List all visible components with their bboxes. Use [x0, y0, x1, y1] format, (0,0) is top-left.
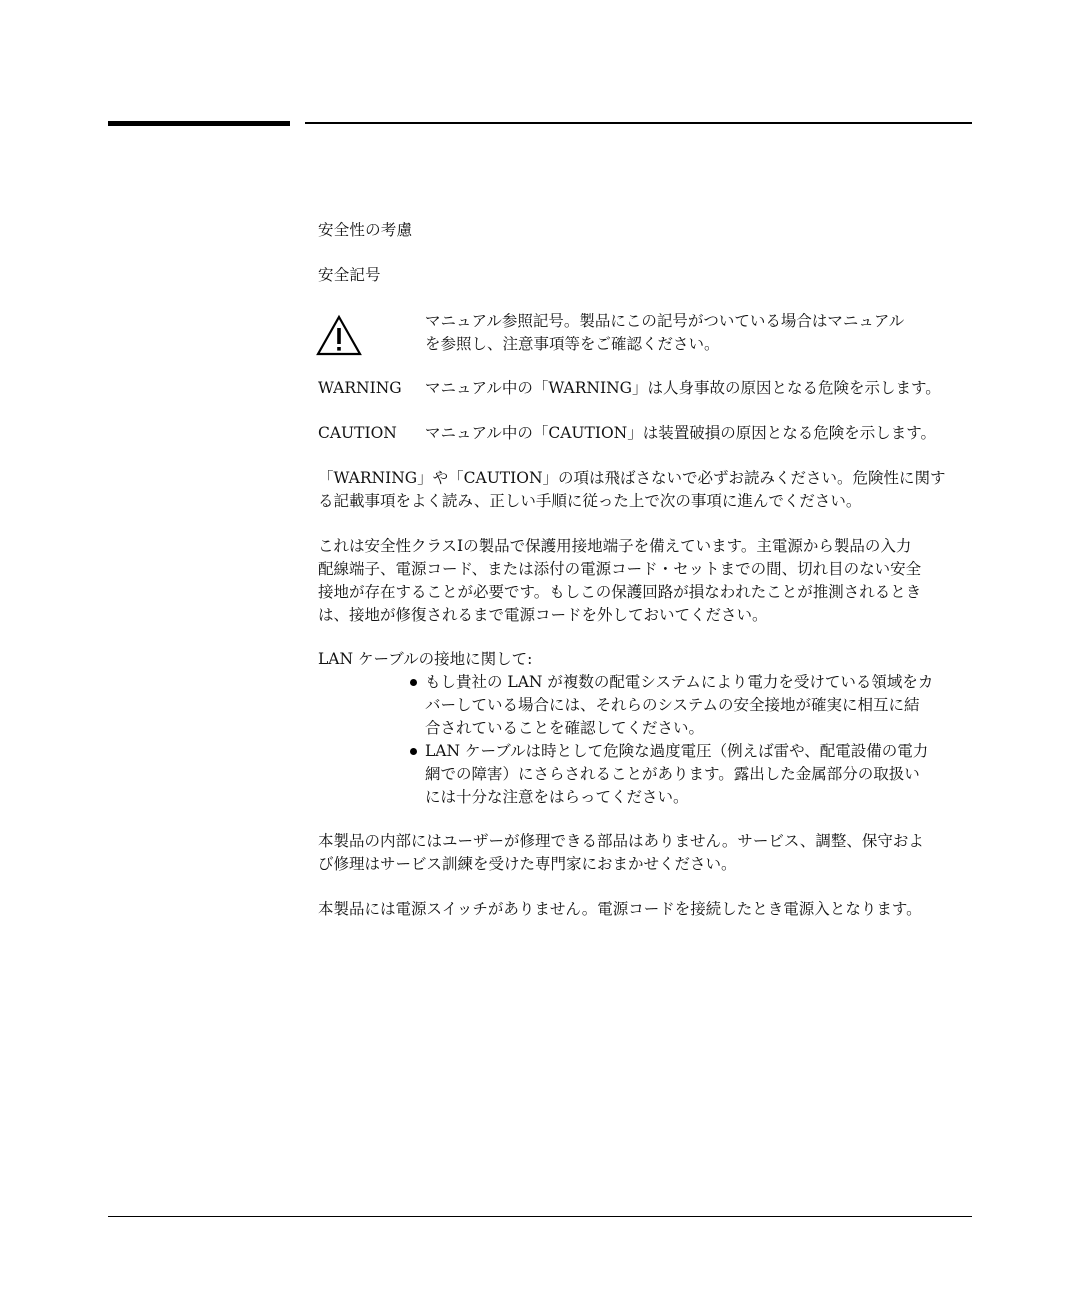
paragraph-line: 本製品の内部にはユーザーが修理できる部品はありません。サービス、調整、保守およ: [318, 832, 924, 850]
bullet-line: には十分な注意をはらってください。: [425, 788, 689, 806]
footer-rule: [108, 1216, 972, 1217]
manual-symbol-line: を参照し、注意事項等をご確認ください。: [425, 335, 720, 353]
class1-paragraph: [318, 535, 968, 627]
paragraph-line: る記載事項をよく読み、正しい手順に従った上で次の事項に進んでください。: [318, 492, 862, 510]
read-notice-paragraph: [318, 467, 968, 513]
bullet-line: LAN ケーブルは時として危険な過度電圧（例えば雷や、配電設備の電力: [425, 742, 929, 760]
caution-description: マニュアル中の「CAUTION」は装置破損の原因となる危険を示します。: [425, 424, 936, 442]
bullet-dot-icon: [410, 748, 417, 755]
warning-triangle-icon: [316, 314, 362, 356]
header-rule-thick: [108, 121, 290, 126]
list-item: [408, 740, 968, 809]
warning-description: マニュアル中の「WARNING」は人身事故の原因となる危険を示します。: [425, 379, 941, 397]
no-user-parts-paragraph: [318, 830, 968, 876]
bullet-line: 合されていることを確認してください。: [425, 719, 705, 737]
lan-bullet-list: [408, 671, 968, 809]
no-switch-paragraph: 本製品には電源スイッチがありません。電源コードを接続したとき電源入となります。: [318, 900, 922, 918]
paragraph-line: び修理はサービス訓練を受けた専門家におまかせください。: [318, 855, 737, 873]
lan-heading: LAN ケーブルの接地に関して:: [318, 650, 533, 668]
paragraph-line: 接地が存在することが必要です。もしこの保護回路が損なわれたことが推測されるとき: [318, 583, 922, 601]
bullet-line: バーしている場合には、それらのシステムの安全接地が確実に相互に結: [425, 696, 920, 714]
paragraph-line: これは安全性クラスIの製品で保護用接地端子を備えています。主電源から製品の入力: [318, 537, 912, 555]
section-title: 安全性の考慮: [318, 221, 413, 239]
manual-symbol-description: [425, 310, 904, 356]
paragraph-line: は、接地が修復されるまで電源コードを外しておいてください。: [318, 606, 768, 624]
bullet-dot-icon: [410, 679, 417, 686]
header-rule-thin: [305, 122, 972, 124]
list-item: [408, 671, 968, 740]
paragraph-line: 「WARNING」や「CAUTION」の項は飛ばさないで必ずお読みください。危険性に関す: [318, 469, 946, 487]
manual-symbol-line: マニュアル参照記号。製品にこの記号がついている場合はマニュアル: [425, 312, 905, 330]
caution-label: CAUTION: [318, 424, 397, 442]
section-subtitle: 安全記号: [318, 266, 381, 284]
paragraph-line: 配線端子、電源コード、または添付の電源コード・セットまでの間、切れ目のない安全: [318, 560, 922, 578]
bullet-line: もし貴社の LAN が複数の配電システムにより電力を受けている領域をカ: [425, 673, 934, 691]
bullet-line: 網での障害）にさらされることがあります。露出した金属部分の取扱い: [425, 765, 920, 783]
warning-label: WARNING: [318, 379, 402, 397]
